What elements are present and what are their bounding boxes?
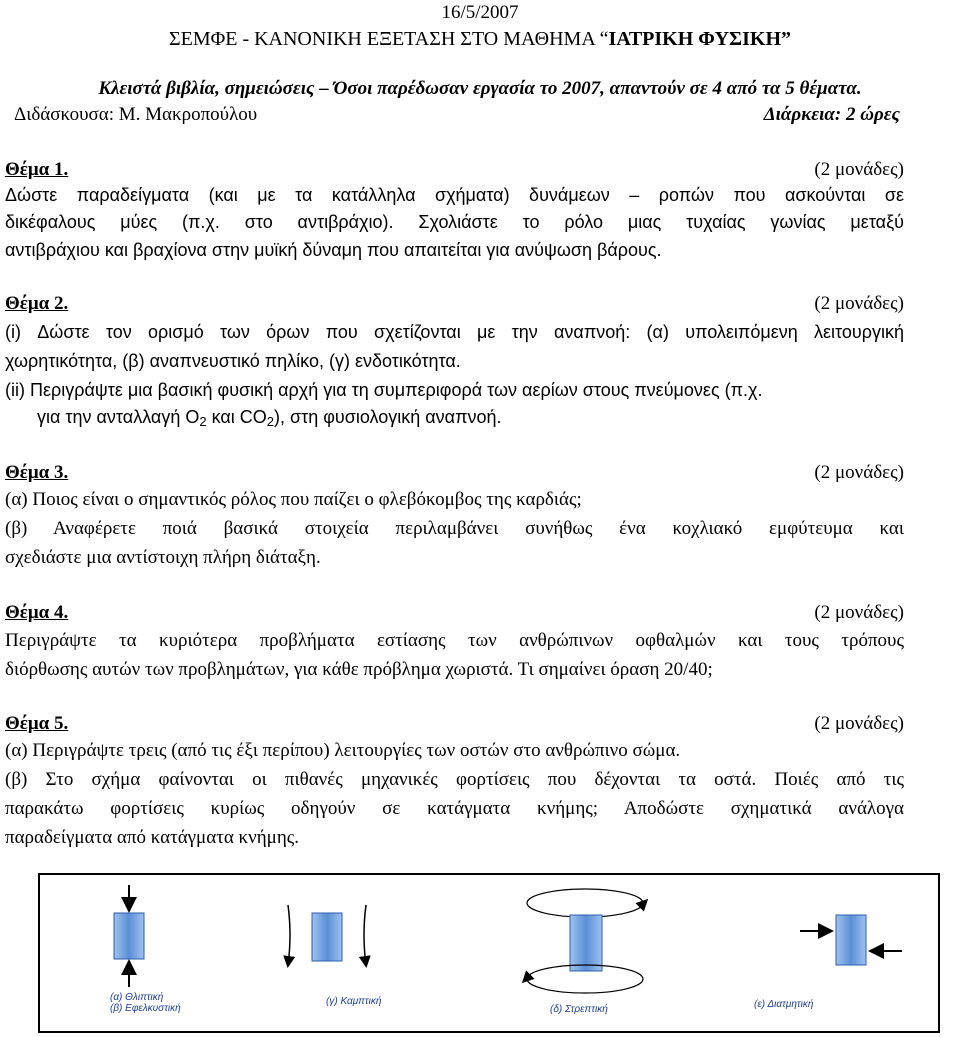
torsion-diagram [524,889,646,993]
bending-diagram [288,905,366,965]
topic-2-line-4b: και CO [206,407,267,427]
topic-3-line-1: (α) Ποιος είναι ο σημαντικός ρόλος που παίζει ο φλεβόκομβος της καρδιάς; [5,489,582,510]
instructor: Διδάσκουσα: Μ. Μακροπούλου [14,104,258,125]
topic-2-line-2: χωρητικότητα, (β) αναπνευστικό πηλίκο, (γ) ενδοτικότητα. [5,351,461,371]
topic-5-heading [5,712,904,736]
caption-tension: (β) Εφελκυστική [110,1003,181,1014]
topic-2-heading [5,292,904,316]
bone-loading-figure [38,873,940,1033]
topic-1-heading [5,158,904,182]
duration: Διάρκεια: 2 ώρες [763,104,900,125]
topic-1-points: (2 μονάδες) [814,159,904,180]
topic-5-points: (2 μονάδες) [814,713,904,734]
caption-bending: (γ) Καμπτική [326,996,382,1007]
topic-3-points: (2 μονάδες) [814,462,904,483]
topic-4-title: Θέμα 4. [5,602,69,623]
topic-4-points: (2 μονάδες) [814,602,904,623]
topic-5-line-4: παραδείγματα από κατάγματα κνήμης. [5,827,300,848]
topic-3-line-3: σχεδιάστε μια αντίστοιχη πλήρη διάταξη. [5,547,321,568]
exam-title-prefix: ΣΕΜΦΕ - ΚΑΝΟΝΙΚΗ ΕΞΕΤΑΣΗ ΣΤΟ ΜΑΘΗΜΑ “ [168,28,609,50]
compression-tension-diagram [114,885,144,987]
topic-4-heading [5,601,904,625]
topic-2-line-4c: ), στη φυσιολογική αναπνοή. [274,407,502,427]
topic-1-line-3: αντιβράχιου και βραχίονα στην μυϊκή δύναμη που απαιτείται για ανύψωση βάρους. [5,240,662,260]
topic-3-heading [5,461,904,485]
caption-shear: (ε) Διατμητική [754,999,814,1010]
topic-4-line-1: Περιγράψτε τα κυριότερα προβλήματα εστίασης των ανθρώπινων οφθαλμών και τους τρόπους [5,630,904,651]
topic-5-line-3: παρακάτω φορτίσεις κυρίως οδηγούν σε κατάγματα κνήμης; Αποδώστε σχηματικά ανάλογα [5,798,904,819]
co2-subscript: 2 [266,414,274,429]
topic-2-title: Θέμα 2. [5,293,69,314]
caption-torsion: (δ) Στρεπτική [550,1004,608,1015]
o2-subscript: 2 [199,414,207,429]
exam-date: 16/5/2007 [441,2,519,23]
topic-1-line-1: Δώστε παραδείγματα (και με τα κατάλληλα σχήματα) δυνάμεων – ροπών που ασκούνται σε [5,185,904,205]
topic-2-line-4 [37,405,904,429]
topic-2-line-3: (ii) Περιγράψτε μια βασική φυσική αρχή για τη συμπεριφορά των αερίων στους πνεύμονες (π.χ. [5,380,763,400]
topic-3-line-2: (β) Αναφέρετε ποιά βασικά στοιχεία περιλαμβάνει συνήθως ένα κοχλιακό εμφύτευμα και [5,518,904,539]
topic-5-title: Θέμα 5. [5,713,69,734]
topic-5-line-2: (β) Στο σχήμα φαίνονται οι πιθανές μηχανικές φορτίσεις που δέχονται τα οστά. Ποιές από τις [5,769,904,790]
exam-instructions: Κλειστά βιβλία, σημειώσεις – Όσοι παρέδωσαν εργασία το 2007, απαντούν σε 4 από τα 5 θέματα. [98,78,862,99]
caption-compression: (α) Θλιπτική [110,992,164,1003]
topic-1-line-2: δικέφαλους μύες (π.χ. στο αντιβράχιο). Σχολιάστε το ρόλο μιας τυχαίας γωνίας μεταξύ [5,212,904,232]
topic-1-title: Θέμα 1. [5,159,69,180]
topic-3-title: Θέμα 3. [5,462,69,483]
shear-diagram [800,915,902,965]
topic-2-points: (2 μονάδες) [814,293,904,314]
exam-title [0,27,960,51]
exam-title-course: ΙΑΤΡΙΚΗ ΦΥΣΙΚΗ” [608,28,792,50]
instructor-row [14,103,900,127]
topic-2-line-4a: για την ανταλλαγή Ο [37,407,200,427]
topic-4-line-2: διόρθωσης αυτών των προβλημάτων, για κάθε πρόβλημα χωριστά. Τι σημαίνει όραση 20/40; [5,659,713,680]
topic-5-line-1: (α) Περιγράψτε τρεις (από τις έξι περίπου) λειτουργίες των οστών στο ανθρώπινο σώμα. [5,740,681,761]
topic-2-line-1: (i) Δώστε τον ορισμό των όρων που σχετίζονται με την αναπνοή: (α) υπολειπόμενη λειτουργική [5,322,904,342]
